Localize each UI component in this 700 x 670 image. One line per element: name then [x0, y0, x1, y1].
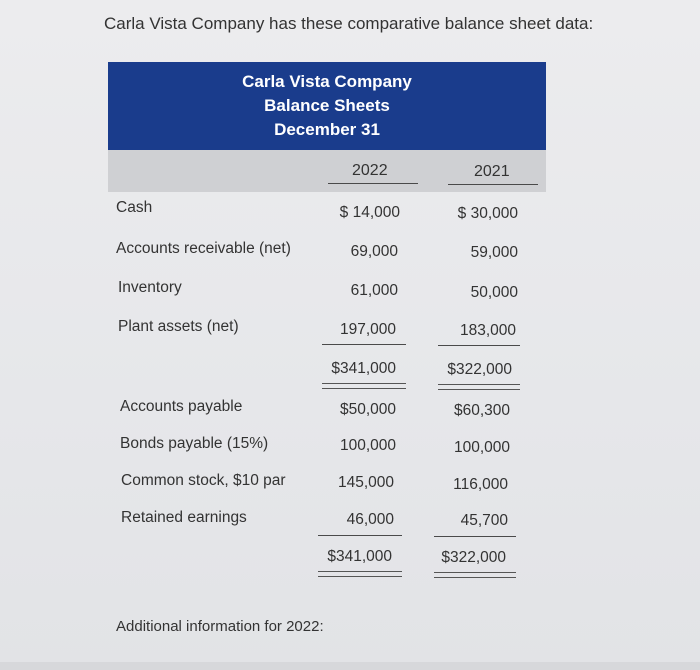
- page-bottom-edge: [0, 662, 700, 670]
- assets-2021-subtotal-line: [438, 345, 520, 346]
- liabilities-2022-total-double-line: [318, 571, 402, 577]
- year-2022-header: 2022: [352, 162, 388, 179]
- liabilities-2022-subtotal-line: [318, 535, 402, 536]
- cash-2022: $ 14,000: [339, 204, 400, 221]
- accounts-payable-2022: $50,000: [339, 401, 396, 418]
- row-label-accounts-payable: Accounts payable: [120, 398, 243, 415]
- row-label-accounts-receivable: Accounts receivable (net): [116, 240, 291, 257]
- common-stock-2022: 145,000: [337, 474, 394, 491]
- plant-assets-2022: 197,000: [339, 321, 396, 338]
- accounts-receivable-2021: 59,000: [470, 244, 518, 261]
- accounts-receivable-2022: 69,000: [350, 243, 398, 260]
- row-label-plant-assets: Plant assets (net): [118, 318, 239, 335]
- inventory-2022: 61,000: [350, 282, 398, 299]
- row-label-common-stock: Common stock, $10 par: [121, 472, 286, 489]
- total-liabilities-equity-2022: $341,000: [327, 548, 392, 565]
- bonds-payable-2021: 100,000: [453, 439, 510, 456]
- bonds-payable-2022: 100,000: [339, 437, 396, 454]
- statement-date: December 31: [274, 120, 380, 139]
- total-assets-2021: $322,000: [447, 361, 512, 378]
- additional-info-heading: Additional information for 2022:: [116, 618, 324, 635]
- plant-assets-2021: 183,000: [459, 322, 516, 339]
- row-label-bonds-payable: Bonds payable (15%): [120, 435, 269, 452]
- year-2021-header: 2021: [474, 163, 510, 180]
- year-2022-underline: [328, 183, 418, 184]
- statement-header: [108, 62, 546, 150]
- year-2021-underline: [448, 184, 538, 185]
- intro-text: Carla Vista Company has these comparative balance sheet data:: [104, 14, 594, 33]
- company-name: Carla Vista Company: [242, 72, 412, 91]
- row-label-retained-earnings: Retained earnings: [121, 509, 247, 526]
- assets-2022-subtotal-line: [322, 344, 406, 345]
- retained-earnings-2022: 46,000: [346, 511, 394, 528]
- accounts-payable-2021: $60,300: [453, 402, 510, 419]
- row-label-cash: Cash: [116, 199, 153, 216]
- liabilities-2021-subtotal-line: [434, 536, 516, 537]
- common-stock-2021: 116,000: [453, 476, 508, 493]
- total-liabilities-equity-2021: $322,000: [441, 549, 506, 566]
- row-label-inventory: Inventory: [118, 279, 182, 296]
- assets-2021-total-double-line: [438, 384, 520, 390]
- statement-title: Balance Sheets: [264, 96, 390, 115]
- retained-earnings-2021: 45,700: [460, 512, 508, 529]
- liabilities-2021-total-double-line: [434, 572, 516, 578]
- inventory-2021: 50,000: [470, 284, 518, 301]
- total-assets-2022: $341,000: [331, 360, 396, 377]
- cash-2021: $ 30,000: [457, 205, 518, 222]
- assets-2022-total-double-line: [322, 383, 406, 389]
